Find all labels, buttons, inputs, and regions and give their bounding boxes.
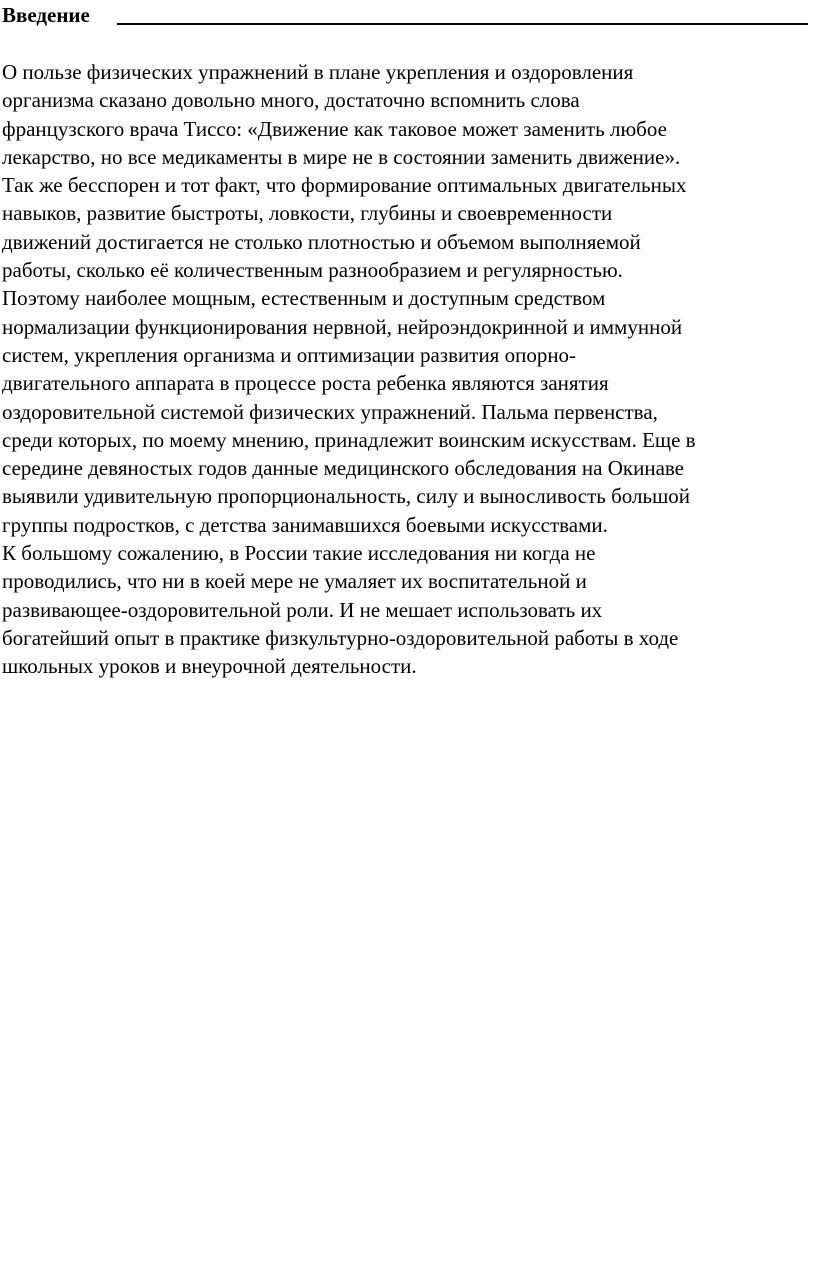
text-line: среди которых, по моему мнению, принадлежит воинским искусствам. Еще в <box>2 427 696 452</box>
text-line: О пользе физических упражнений в плане укрепления и оздоровления <box>2 60 634 84</box>
heading-row <box>2 2 808 28</box>
text-line: проводились, что ни в коей мере не умаляет их воспитательной и <box>2 569 587 594</box>
section-heading: Введение <box>2 3 90 27</box>
text-line: группы подростков, с детства занимавшихся боевыми искусствами. <box>2 512 608 537</box>
text-line: нормализации функционирования нервной, нейроэндокринной и иммунной <box>2 314 683 339</box>
body-paragraph <box>2 58 812 681</box>
text-line: движений достигается не столько плотностью и объемом выполняемой <box>2 229 641 254</box>
text-line: середине девяностых годов данные медицинского обследования на Окинаве <box>2 456 685 481</box>
text-line: систем, укрепления организма и оптимизации развития опорно- <box>2 342 577 367</box>
text-line: Так же бесспорен и тот факт, что формирование оптимальных двигательных <box>2 173 687 198</box>
text-line: выявили удивительную пропорциональность, силу и выносливость большой <box>2 484 690 509</box>
text-line: французского врача Тиссо: «Движение как таковое может заменить любое <box>2 116 667 141</box>
text-line: развивающее-оздоровительной роли. И не мешает использовать их <box>2 597 603 622</box>
text-line: лекарство, но все медикаменты в мире не в состоянии заменить движение». <box>2 144 681 169</box>
text-line: богатейший опыт в практике физкультурно-оздоровительной работы в ходе <box>2 625 679 650</box>
text-line: Поэтому наиболее мощным, естественным и доступным средством <box>2 286 606 311</box>
text-line: К большому сожалению, в России такие исследования ни когда не <box>2 541 596 566</box>
text-line: оздоровительной системой физических упражнений. Пальма первенства, <box>2 399 658 424</box>
text-line: работы, сколько её количественным разнообразием и регулярностью. <box>2 258 623 283</box>
text-line: навыков, развитие быстроты, ловкости, глубины и своевременности <box>2 201 613 226</box>
text-line: школьных уроков и внеурочной деятельности. <box>2 654 417 679</box>
heading-underline-rule <box>117 23 808 25</box>
text-line: двигательного аппарата в процессе роста ребенка являются занятия <box>2 371 609 396</box>
text-line: организма сказано довольно много, достаточно вспомнить слова <box>2 88 580 113</box>
